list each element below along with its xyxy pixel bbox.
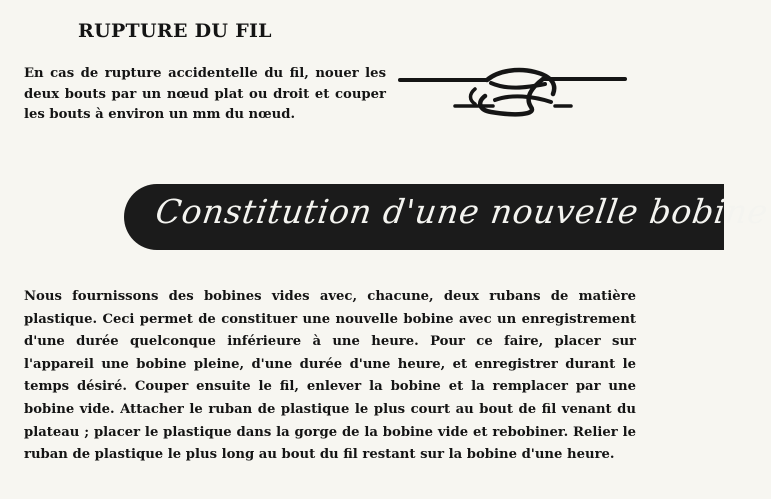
body-paragraph: Nous fournissons des bobines vides avec, chacune, deux rubans de matière plastique. Ceci permet de constituer une nouvelle bobine avec un enregistrement d'une durée quelconque inférieure à une heure. Pour ce faire, placer sur l'appareil une bobine pleine, d'une durée d'une heure, et enregistrer durant le temps désiré. Couper ensuite le fil, enlever la bobine et la remplacer par une bobine vide. Attacher le ruban de plastique le plus court au bout de fil venant du plateau ; placer le plastique dans la gorge de la bobine vide et rebobiner. Relier le ruban de plastique le plus long au bout du fil restant sur la bobine d'une heure. [24,289,636,463]
section-banner [124,184,771,250]
rupture-instructions: En cas de rupture accidentelle du fil, nouer les deux bouts par un nœud plat ou droit et couper les bouts à environ un mm du nœud. [24,66,386,122]
square-knot-icon [395,60,630,130]
banner-title: Constitution d'une nouvelle bobine [153,192,771,231]
section-title-rupture: RUPTURE DU FIL [78,20,272,42]
